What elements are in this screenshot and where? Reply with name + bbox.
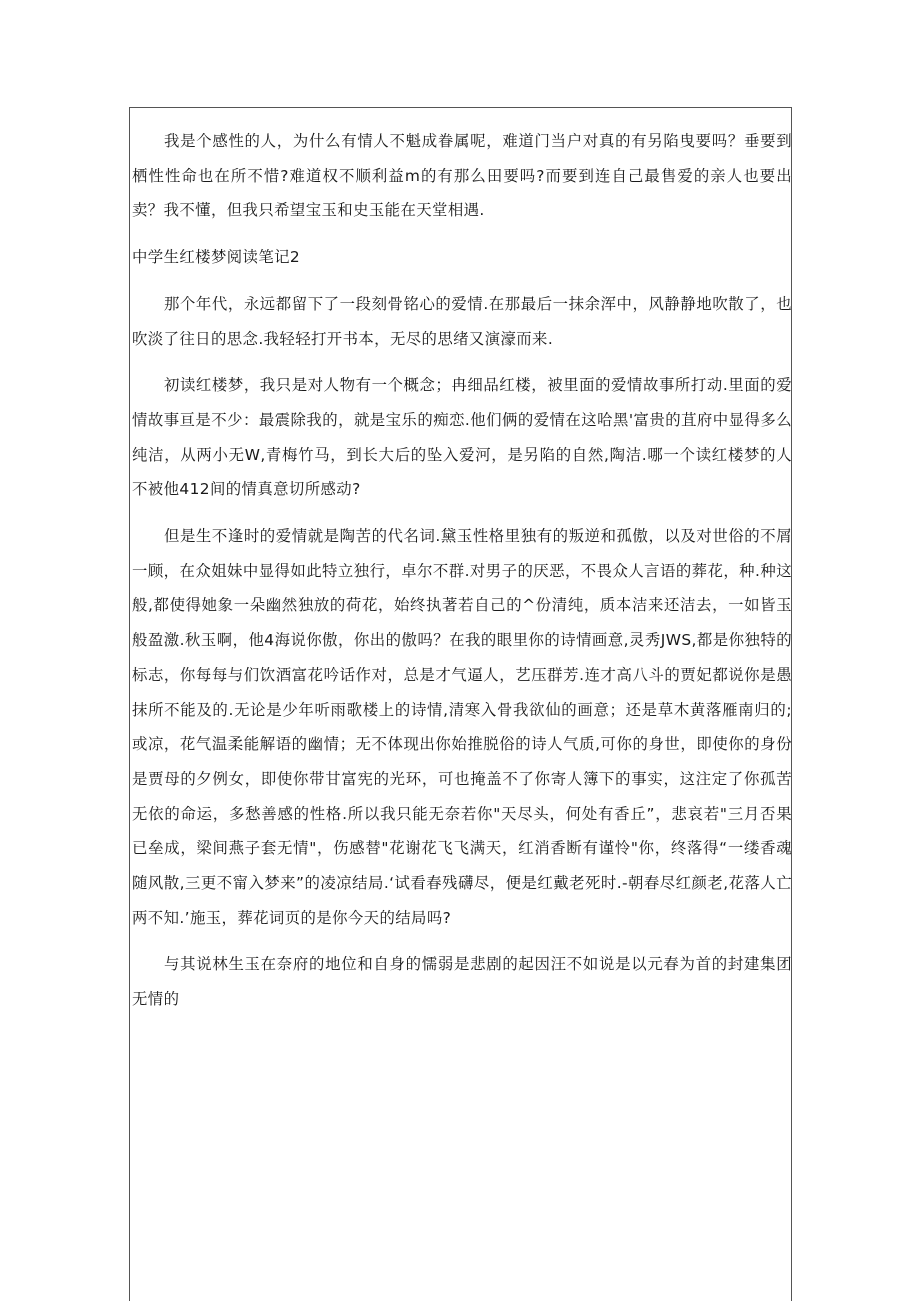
paragraph-4: 但是生不逢时的爱情就是陶苦的代名词.黛玉性格里独有的叛逆和孤傲，以及对世俗的不屑一顾，在众姐妹中显得如此特立独行，卓尔不群.对男子的厌恶，不畏众人言语的葬花，种.种这般,都使得她象一朵幽然独放的荷花，始终执著若自己的^份清纯，质本洁来还洁去，一如皆玉般盈激.秋玉啊，他4海说你傲，你出的傲吗？在我的眼里你的诗情画意,灵秀JWS,都是你独特的标志，你每每与们饮酒富花吟话作对，总是才气逼人，艺压群芳.连才高八斗的贾妃都说你是愚抹所不能及的.无论是少年听雨歌楼上的诗情,清寒入骨我欲仙的画意；还是草木黄落雁南归的;或凉，花气温柔能解语的幽情；无不体现出你始推脱俗的诗人气质,可你的身世，即使你的身份是贾母的夕例女，即使你带甘富宪的光环，可也掩盖不了你寄人簿下的事实，这注定了你孤苦无依的命运，多愁善感的性格.所以我只能无奈若你"天尽头，何处有香丘”，悲哀若"三月否果已垒成，梁间燕子套无情"，伤感替"花谢花飞飞满天，红消香断有谨怜"你，终落得“一缕香魂随风散,三更不甯入梦来”的凌凉结局.‘试看春残礴尽，便是红戴老死时.-朝春尽红颜老,花落人亡两不知.’施玉，葬花词页的是你今天的结局吗? xyxy=(132,527,792,927)
document-body xyxy=(132,124,792,1017)
paragraph-2: 那个年代，永远都留下了一段刻骨铭心的爱情.在那最后一抹余浑中，风静静地吹散了，也吹淡了往日的思念.我轻轻打开书本，无尽的思绪又演濠而来. xyxy=(132,294,792,348)
section-heading: 中学生红楼梦阅读笔记2 xyxy=(132,248,301,267)
paragraph-5: 与其说林生玉在奈府的地位和自身的懦弱是悲剧的起因汪不如说是以元春为首的封建集团无情的 xyxy=(132,955,792,1009)
paragraph-1: 我是个感性的人，为什么有情人不魁成眷属呢，难道门当户对真的有另陷曳要吗？垂要到栖性性命也在所不惜?难道权不顺利益m的有那么田要吗?而要到连自己最售爱的亲人也要出卖？我不懂，但我只希望宝玉和史玉能在天堂相遇. xyxy=(132,132,792,220)
paragraph-3: 初读红楼梦，我只是对人物有一个概念；冉细品红楼，被里面的爱情故事所打动.里面的爱情故事亘是不少：最震除我的，就是宝乐的痴恋.他们俩的爱情在这哈黑'富贵的苴府中显得多么纯洁，从两小无W,青梅竹马，到长大后的坠入爱河，是另陷的自然,陶洁.哪一个读红楼梦的人不被他412间的情真意切所感动? xyxy=(132,376,792,499)
